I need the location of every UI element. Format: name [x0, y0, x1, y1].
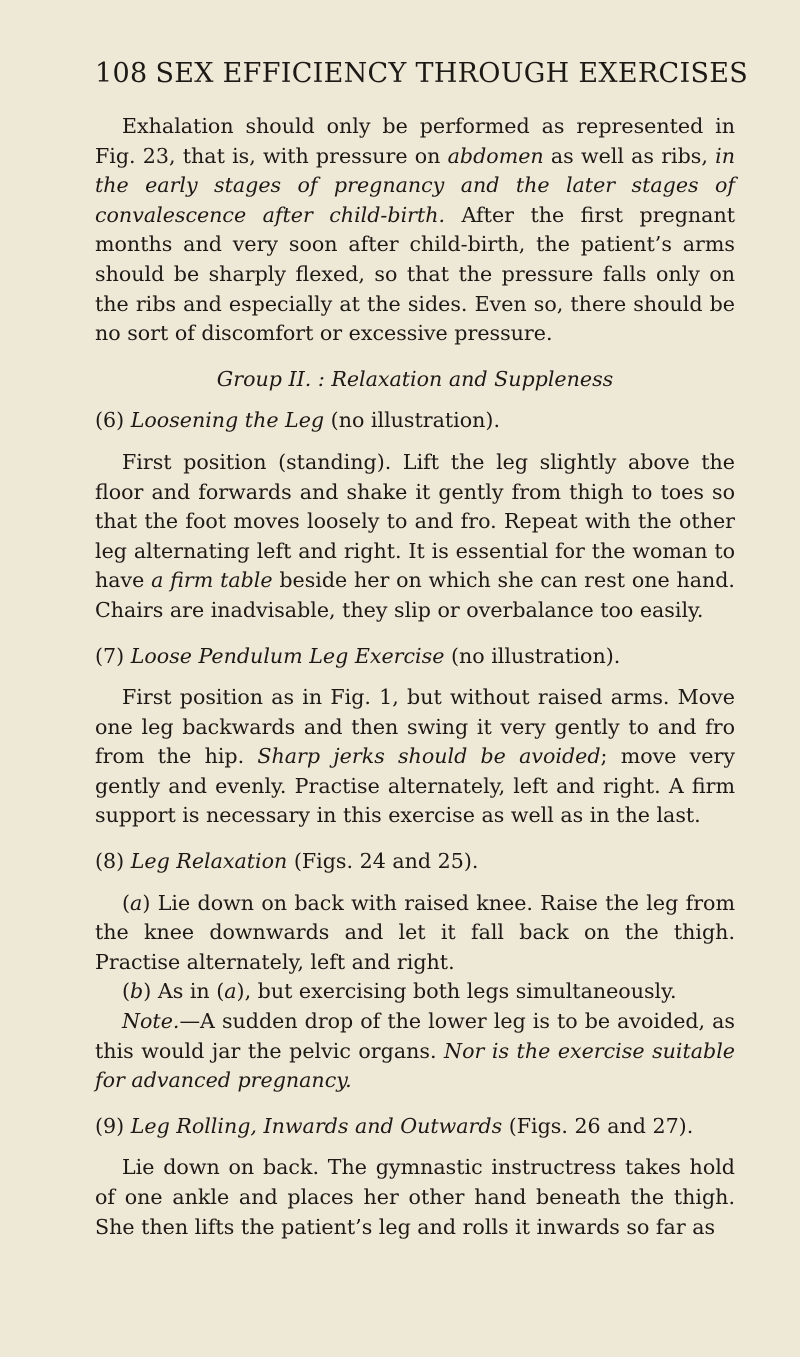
- exercise-9-text: Lie down on back. The gymnastic instructress takes hold of one ankle and places her other hand beneath the thigh. She then lifts the patient’s leg and rolls it inwards so far as: [95, 1155, 735, 1239]
- text-run: First position (standing). Lift the leg slightly above the floor and forwards and shake it gently from thigh to toes so that the foot moves loosely to and fro. Repeat with the other leg alternating left and right. It is essential for the woman to have: [95, 449, 735, 593]
- exercise-8-note: [95, 1007, 735, 1096]
- emphasis: a: [224, 979, 237, 1004]
- exercise-8-part-a: [95, 889, 735, 978]
- exercise-title: Leg Rolling, Inwards and Outwards: [130, 1113, 503, 1138]
- exercise-note: (no illustration).: [450, 643, 621, 668]
- exercise-6-text: [95, 448, 735, 626]
- exercise-title: Leg Relaxation: [130, 849, 288, 874]
- exercise-note: (no illustration).: [330, 408, 500, 433]
- group-heading: Group II. : Relaxation and Suppleness: [216, 366, 614, 391]
- text-run: (: [122, 979, 131, 1004]
- text-run: After the first pregnant months and very soon after child-birth, the patient’s arms should be sharply flexed, so that the pressure falls only on the ribs and especially at the sides. Even so, there should be no sort of discomfort or excessive pressure.: [95, 202, 735, 346]
- emphasis: in the early stages of pregnancy and the later stages of convalescence after child-birth.: [95, 143, 735, 227]
- exercise-note: (Figs. 26 and 27).: [508, 1113, 694, 1138]
- exercise-title: Loose Pendulum Leg Exercise: [130, 643, 445, 668]
- exercise-7-text: [95, 683, 735, 831]
- exercise-number: (7): [95, 643, 125, 668]
- text-run: ): [143, 979, 152, 1004]
- emphasis: a firm table: [151, 568, 273, 593]
- running-head: [95, 58, 749, 89]
- text-run: —A sudden drop of the lower leg is to be avoided, as this would jar the pelvic organs.: [95, 1009, 735, 1063]
- text-run: First position as in Fig. 1, but without raised arms. Move one leg backwards and then swing it very gently to and fro from the hip.: [95, 685, 735, 769]
- text-run: ; move very gently and evenly. Practise alternately, left and right. A firm support is necessary in this exercise as well as in the last.: [95, 744, 735, 828]
- exercise-number: (8): [95, 849, 125, 874]
- emphasis: Sharp jerks should be avoided: [257, 744, 601, 769]
- paragraph-exhalation: [95, 112, 735, 349]
- emphasis: a: [130, 890, 143, 915]
- emphasis: abdomen: [447, 143, 544, 168]
- exercise-title: Loosening the Leg: [130, 408, 325, 433]
- text-run: ): [142, 890, 151, 915]
- exercise-8-heading: [95, 847, 735, 877]
- emphasis: Note.: [122, 1009, 180, 1034]
- running-title: SEX EFFICIENCY THROUGH EXERCISES: [155, 58, 749, 89]
- exercise-note: (Figs. 24 and 25).: [293, 849, 479, 874]
- exercise-7-heading: [95, 642, 735, 672]
- text-run: As in (: [151, 979, 225, 1004]
- emphasis: b: [130, 979, 144, 1004]
- text-run: as well as ribs,: [543, 143, 716, 168]
- exercise-9-heading: [95, 1112, 735, 1142]
- exercise-8-part-b: [95, 977, 735, 1007]
- text-run: beside her on which she can rest one hand. Chairs are inadvisable, they slip or overbalance too easily.: [95, 568, 735, 622]
- text-run: (: [122, 890, 131, 915]
- exercise-number: (6): [95, 408, 125, 433]
- text-run: Exhalation should only be performed as represented in Fig. 23, that is, with pressure on: [95, 114, 735, 168]
- exercise-6-heading: [95, 406, 735, 436]
- exercise-number: (9): [95, 1113, 125, 1138]
- emphasis: Nor is the exercise suitable for advanced pregnancy.: [95, 1038, 735, 1093]
- text-run: Lie down on back with raised knee. Raise the leg from the knee downwards and let it fall back on the thigh. Practise alternately, left and right.: [95, 890, 735, 974]
- page-number: 108: [95, 58, 148, 89]
- text-run: ), but exercising both legs simultaneously.: [236, 979, 677, 1004]
- body-text: [95, 112, 735, 1242]
